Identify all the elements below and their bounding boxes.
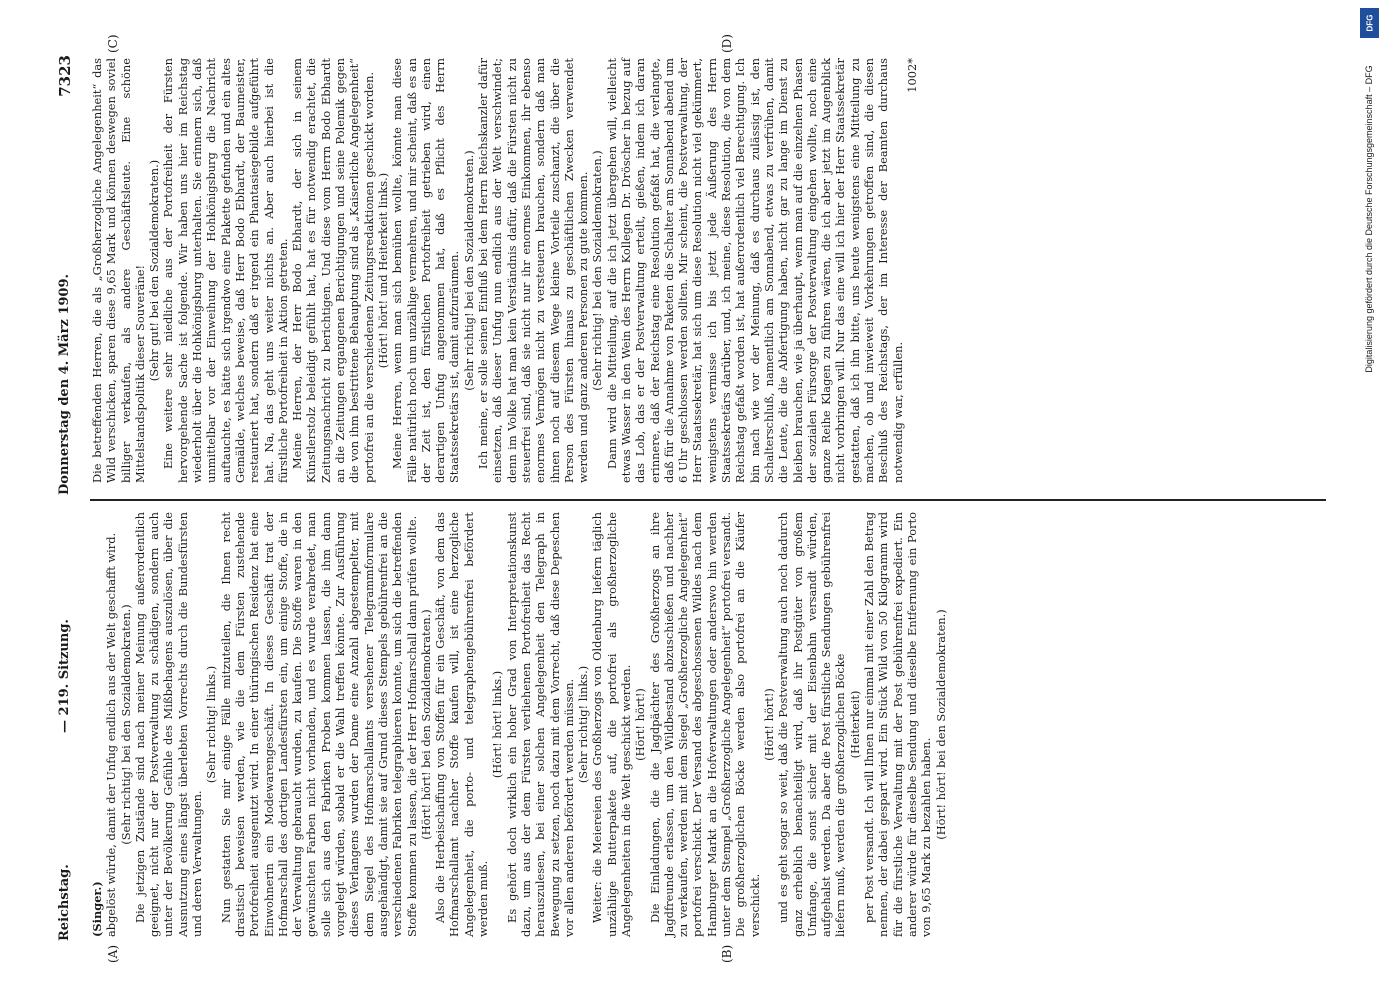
- margin-mark-a: (A): [105, 944, 120, 963]
- interjection: (Hört! hört! und Heiterkeit links.): [375, 172, 390, 369]
- interjection: (Hört! hört! links.): [489, 670, 504, 779]
- paragraph: Nun gestatten Sie mir einige Fälle mitzuteilen, die Ihnen recht drastisch beweisen werden, wie die dem Fürsten zustehende Portofreiheit ausgenutzt wird. In einer thüringischen Residenz hat eine Einwohnerin ein Modewarengeschäft. In dieses Geschäft trat der Hofmarschall des dortigen Landesfürsten ein, um einige Stoffe, die in der Verwaltung gebraucht wurden, zu kaufen. Die Stoffe waren in den gewünschten Farben nicht vorhanden, und es wurde verabredet, man solle sich aus den Fabriken Proben kommen lassen, die ihm dann vorgelegt würden, sobald er die Wahl treffen könnte. Zur Ausführung dieses Verlangens wurden der Dame eine Anzahl abgestempelter, mit dem Siegel des Hofmarschallamts versehener Telegrammformulare ausgehändigt, damit sie auf Grund dieses Stempels gebührenfrei an die verschiedenen Fabriken telegraphieren konnte, um sich die betreffenden Stoffe kommen zu lassen, die der Herr Hofmarschall dann prüfen wollte.: [218, 512, 419, 937]
- paragraph: per Post versandt. Ich will Ihnen nur einmal mit einer Zahl den Betrag nennen, der dabei gespart wird. Ein Stück Wild von 50 Kilogramm wird für die fürstliche Verwaltung mit der Post gebührenfrei expediert. Ein anderer würde für dieselbe Sendung und dieselbe Entfernung ein Porto von 9,65 Mark zu bezahlen haben.: [861, 512, 933, 937]
- interjection: (Sehr richtig! links.): [203, 665, 218, 784]
- left-column: [90, 512, 948, 937]
- paragraph: Dann wird die Mitteilung, auf die ich jetzt übergehen will, vielleicht etwas Wasser in den Wein des Herrn Kollegen Dr. Dröscher in bezug auf das Lob, das er der Postverwaltung erteilt, gießen, indem ich daran erinnere, daß der Reichstag eine Resolution gefaßt hat, die verlangte, daß für die Annahme von Paketen die Schalter am Sonnabend abend um 6 Uhr geschlossen werden sollten. Mir scheint, die Postverwaltung, der Herr Staatssekretär, hat sich um diese Resolution nicht viel gekümmert, wenigstens vermisse ich bis jetzt jede Äußerung des Herrn Staatssekretärs darüber, und, ich meine, diese Resolution, die von dem Reichstag gefaßt worden ist, hat außerordentlich viel Berechtigung. Ich bin nach wie vor der Meinung, daß es durchaus zulässig ist, den Schalterschluß, namentlich am Sonnabend, etwas zu verfrühen, damit die Leute, die die Abfertigung haben, nicht gar zu lange im Dienst zu bleiben brauchen, wie ja überhaupt, wenn man auf die einzelnen Phasen der sozialen Fürsorge der Postverwaltung eingehen wollte, noch eine ganze Reihe Klagen zu führen wären, die ich aber jetzt im Augenblick nicht vorbringen will. Nur das eine will ich hier der Herr Staatssekretär gestatten, daß ich ihn bitte, uns heute wenigstens eine Mitteilung zu machen, ob und inwieweit Vorkehrungen getroffen sind, die diesen Beschluß des Reichstags, der im Interesse der Beamten durchaus notwendig war, erfüllen.: [604, 58, 905, 483]
- interjection: (Hört! hört!): [632, 688, 647, 761]
- digitization-credit: Digitalisierung gefördert durch die Deutsche Forschungsgemeinschaft – DFG: [1364, 65, 1374, 373]
- interjection: (Heiterkeit): [847, 690, 862, 759]
- speaker-name: (Singer.): [89, 881, 104, 937]
- paragraph: Meine Herren, der Herr Bodo Ebhardt, der sich in seinem Künstlerstolz beleidigt gefühlt hat, hat es für notwendig erachtet, die Zeitungsnachricht zu berichtigen. Und diese vom Herrn Bodo Ebhardt an die Zeitungen ergangenen Berichtigungen und seine Polemik gegen die von ihm bestrittene Behauptung sind als „Kaiserliche Angelegenheit“ portofrei an die verschiedenen Zeitungsredaktionen geschickt worden.: [289, 58, 376, 483]
- document-page: [52, 35, 1332, 965]
- paragraph: Weiter: die Meiereien des Großherzogs von Oldenburg liefern täglich unzählige Butterpakete auf, die portofrei als großherzogliche Angelegenheiten in die Welt geschickt werden.: [589, 512, 633, 937]
- paragraph: und es geht sogar so weit, daß die Postverwaltung auch noch dadurch ganz erheblich benachteiligt wird, daß ihr Postgüter von großem Umfange, die sonst sicher mit der Eisenbahn versandt würden, aufgehalst werden. Da aber die Post fürstliche Sendungen gebührenfrei liefern muß, werden die großherzoglichen Böcke: [775, 512, 847, 937]
- paragraph: Ich meine, er solle seinen Einfluß bei dem Herrn Reichskanzler dafür einsetzen, daß dieser Unfug nun endlich aus der Welt verschwindet; denn im Volke hat man kein Verständnis dafür, daß die Fürsten nicht zu steuerfrei sind, daß sie nicht nur ihr enormes Einkommen, ihr ebenso enormes Vermögen nicht zu versteuern brauchen, sondern daß man ihnen noch auf diesem Wege kleine Vorteile zuschanzt, die über die Person des Fürsten hinaus zu geschäftlichen Zwecken verwendet werden und ganz anderen Personen zu gute kommen.: [475, 58, 590, 483]
- header-title: Reichstag.: [56, 864, 72, 941]
- interjection: (Hört! hört!): [761, 688, 776, 761]
- paragraph: abgelöst würde, damit der Unfug endlich aus der Welt geschafft wird.: [103, 532, 118, 937]
- column-divider: [90, 499, 1326, 501]
- header-session: — 219. Sitzung.: [56, 619, 72, 733]
- interjection: (Sehr richtig! bei den Sozialdemokraten.): [589, 150, 604, 391]
- interjection: (Sehr gut! bei den Sozialdemokraten.): [146, 159, 161, 382]
- interjection: (Hört! hört! bei den Sozialdemokraten.): [933, 609, 948, 840]
- paragraph: Meine Herren, wenn man sich bemühen wollte, könnte man diese Fälle natürlich noch um unzählige vermehren, und mir scheint, daß es an der Zeit ist, den fürstlichen Portofreiheit getrieben wird, einen derartigen Unfug angenommen hat, daß es Pflicht des Herrn Staatssekretärs ist, damit aufzuräumen.: [389, 58, 461, 483]
- interjection: (Hört! hört! bei den Sozialdemokraten.): [418, 609, 433, 840]
- header-date: Donnerstag den 4. März 1909.: [56, 273, 72, 495]
- paragraph: Also die Herbeischaffung von Stoffen für ein Geschäft, von dem das Hofmarschallamt nachher Stoffe kaufen will, ist eine herzogliche Angelegenheit, die porto- und telegraphengebührenfrei befördert werden muß.: [432, 512, 490, 937]
- paragraph: Eine weitere sehr niedliche aus der Portofreiheit der Fürsten hervorgehende Sache ist folgende. Wir haben uns hier im Reichstag wiederholt über die Hohkönigsburg unterhalten. Sie erinnern sich, daß unmittelbar vor der Einweihung der Hohkönigsburg die Nachricht auftauchte, es hätte sich irgendwo eine Plakette gefunden und ein altes Gemälde, welches beweise, daß Herr Bodo Ebhardt, der Baumeister, restauriert hat, sondern daß er irgend ein Phantasiegebilde aufgeführt hat. Na, das geht uns weiter nichts an. Aber auch hierbei ist die fürstliche Portofreiheit in Aktion getreten.: [160, 58, 290, 483]
- margin-mark-c: (C): [105, 34, 120, 53]
- right-column: [90, 58, 919, 483]
- interjection: (Sehr richtig! links.): [575, 665, 590, 784]
- paragraph: 1002*: [904, 58, 919, 93]
- running-header: [55, 35, 86, 965]
- paragraph: Die Einladungen, die die Jagdpächter des Großherzogs an ihre Jagdfreunde erlassen, um den Wildbestand abzuschießen und nachher zu verkaufen, werden mit dem Siegel „Großherzogliche Angelegenheit“ portofrei verschickt. Der Versand des abgeschossenen Wildes nach dem Hamburger Markt an die Hofverwaltungen oder anderswo hin werden unter dem Stempel „Großherzogliche Angelegenheit“ portofrei versandt. Die großherzoglichen Böcke werden also portofrei an die Käufer verschickt.: [647, 512, 762, 937]
- paragraph: Die jetzigen Zustände sind nach meiner Meinung außerordentlich geeignet, nicht nur der Postverwaltung zu schädigen, sondern auch unter der Bevölkerung Gefühle des Mißbehagens auszulösen, über die Ausnutzung eines längst überlebten Vorrechts durch die Bundesfürsten und deren Verwaltungen.: [132, 512, 204, 937]
- dfg-logo-text: DFG: [1365, 14, 1374, 32]
- interjection: (Sehr richtig! bei den Sozialdemokraten.): [461, 150, 476, 391]
- margin-mark-d: (D): [719, 34, 734, 53]
- paragraph: Es gehört doch wirklich ein hoher Grad von Interpretationskunst dazu, um aus der dem Fürsten verliehenen Portofreiheit das Recht herauszulesen, bei einer solchen Angelegenheit den Telegraph in Bewegung zu setzen, noch dazu mit dem Vorrecht, daß diese Depeschen vor allen anderen befördert werden müssen.: [504, 512, 576, 937]
- margin-mark-b: (B): [719, 944, 734, 963]
- paragraph: Die betreffenden Herren, die als „Großherzogliche Angelegenheit“ das Wild verschicken, sparen diese 9,65 Mark und können deswegen soviel billiger verkaufen, als andere Geschäftsleute. Eine schöne Mittelstandspolitik dieser Souveräne!: [89, 58, 147, 483]
- digitization-sidebar: [1356, 0, 1383, 1000]
- page-number: 7323: [55, 55, 74, 97]
- interjection: (Sehr richtig! bei den Sozialdemokraten.): [118, 604, 133, 845]
